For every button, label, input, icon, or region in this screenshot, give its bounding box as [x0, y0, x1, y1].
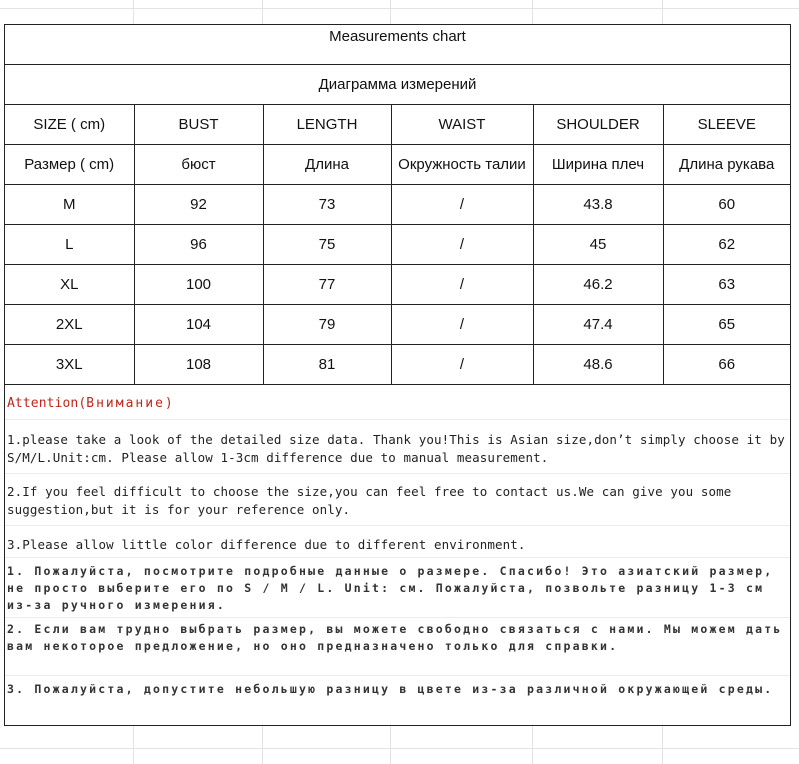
cell-waist: / [391, 345, 533, 385]
cell-sleeve: 60 [663, 185, 790, 225]
cell-length: 75 [263, 225, 391, 265]
header-length: LENGTH [263, 105, 391, 145]
cell-size: XL [5, 265, 134, 305]
table-row [5, 265, 790, 305]
header-shoulder: SHOULDER [533, 105, 663, 145]
cell-bust: 108 [134, 345, 263, 385]
cell-size: M [5, 185, 134, 225]
attention-close: ) [164, 396, 173, 411]
cell-shoulder: 43.8 [533, 185, 663, 225]
header-bust: BUST [134, 105, 263, 145]
cell-sleeve: 63 [663, 265, 790, 305]
note-ru-2: 2. Если вам трудно выбрать размер, вы можете свободно связаться с нами. Мы можем дать вам некоторое предложение, но оно предназначено только для справки. [7, 622, 783, 653]
header-size: SIZE ( cm) [5, 105, 134, 145]
cell-shoulder: 48.6 [533, 345, 663, 385]
cell-bust: 96 [134, 225, 263, 265]
cell-sleeve: 65 [663, 305, 790, 345]
cell-bust: 100 [134, 265, 263, 305]
attention-label-ru: Внимание [86, 396, 165, 411]
measurements-sheet [4, 24, 791, 726]
cell-length: 77 [263, 265, 391, 305]
attention-heading [7, 395, 785, 413]
note-en-3: 3.Please allow little color difference due to different environment. [7, 537, 526, 552]
header-bust-ru: бюст [134, 145, 263, 185]
table-row [5, 345, 790, 385]
header-size-ru: Размер ( cm) [5, 145, 134, 185]
table-row [5, 185, 790, 225]
cell-shoulder: 45 [533, 225, 663, 265]
cell-waist: / [391, 185, 533, 225]
header-waist: WAIST [391, 105, 533, 145]
note-ru-1: 1. Пожалуйста, посмотрите подробные данные о размере. Спасибо! Это азиатский размер, не просто выберите его по S / M / L. Unit: см. Пожалуйста, позвольте разницу 1-3 см из-за ручного измерения. [7, 564, 774, 612]
cell-sleeve: 66 [663, 345, 790, 385]
cell-size: 3XL [5, 345, 134, 385]
header-sleeve: SLEEVE [663, 105, 790, 145]
attention-label: Attention( [7, 396, 87, 411]
cell-length: 73 [263, 185, 391, 225]
title-english: Measurements chart [5, 25, 790, 65]
header-length-ru: Длина [263, 145, 391, 185]
cell-waist: / [391, 225, 533, 265]
note-en-1: 1.please take a look of the detailed size data. Thank you!This is Asian size,don’t simply choose it by S/M/L.Unit:cm. Please allow 1-3cm difference due to manual measurement. [7, 432, 785, 465]
cell-sleeve: 62 [663, 225, 790, 265]
size-table [5, 105, 790, 385]
cell-shoulder: 46.2 [533, 265, 663, 305]
cell-length: 81 [263, 345, 391, 385]
cell-bust: 104 [134, 305, 263, 345]
note-en-2: 2.If you feel difficult to choose the size,you can feel free to contact us.We can give you some suggestion,but it is for your reference only. [7, 484, 732, 517]
cell-shoulder: 47.4 [533, 305, 663, 345]
cell-bust: 92 [134, 185, 263, 225]
header-shoulder-ru: Ширина плеч [533, 145, 663, 185]
cell-size: L [5, 225, 134, 265]
cell-length: 79 [263, 305, 391, 345]
header-row-english [5, 105, 790, 145]
header-sleeve-ru: Длина рукава [663, 145, 790, 185]
cell-size: 2XL [5, 305, 134, 345]
cell-waist: / [391, 305, 533, 345]
cell-waist: / [391, 265, 533, 305]
header-waist-ru: Окружность талии [391, 145, 533, 185]
title-russian: Диаграмма измерений [5, 65, 790, 105]
table-row [5, 225, 790, 265]
note-ru-3: 3. Пожалуйста, допустите небольшую разницу в цвете из-за различной окружающей среды. [7, 682, 774, 696]
header-row-russian [5, 145, 790, 185]
table-row [5, 305, 790, 345]
